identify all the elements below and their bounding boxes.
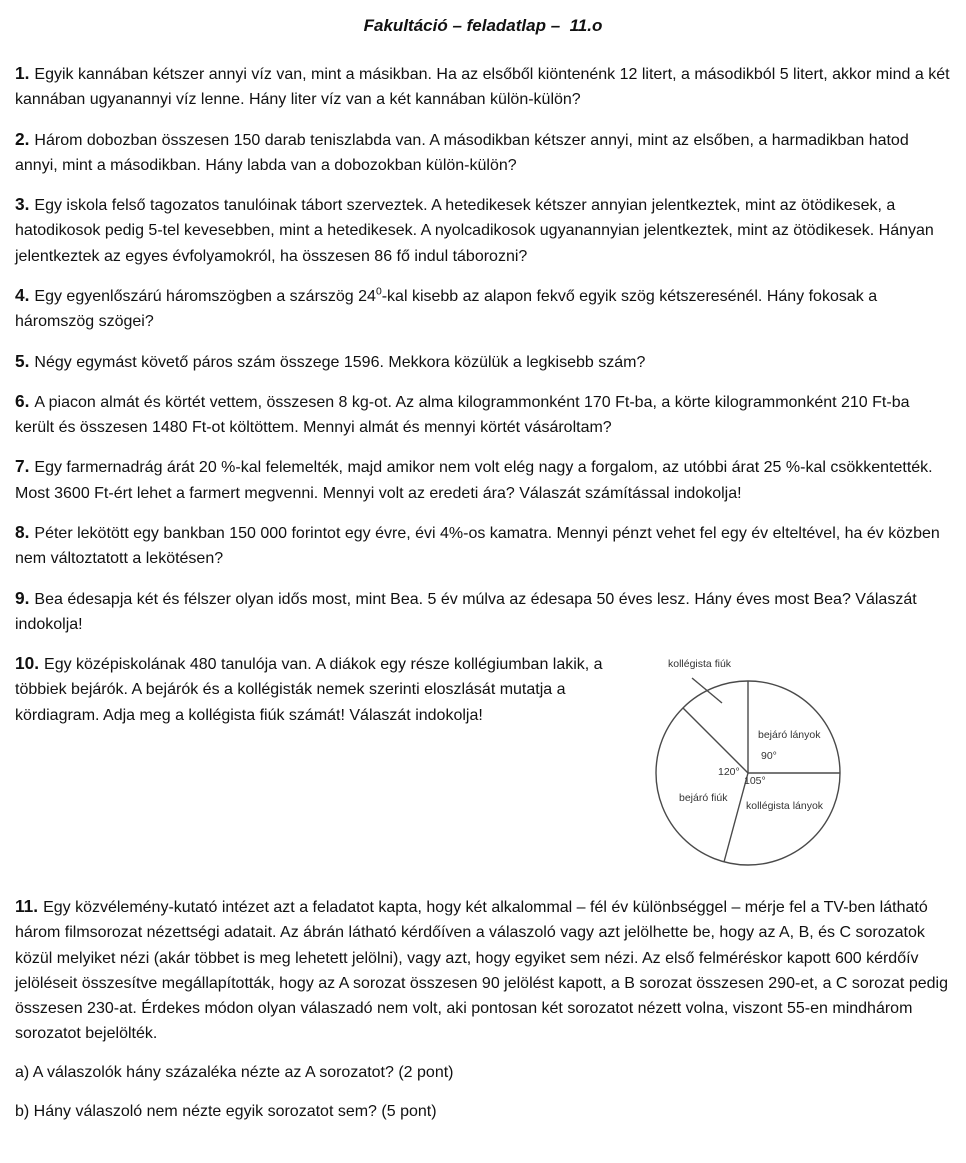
problem-7-text: Egy farmernadrág árát 20 %-kal felemelték, majd amikor nem volt elég nagy a forgalom, az utóbbi árat 25 %-kal csökkentették. Most 3600 Ft-ért lehet a farmert megvenni. Mennyi volt az eredeti ára? Válaszát számítással indokolja! bbox=[15, 459, 933, 502]
problem-6 bbox=[15, 388, 951, 441]
page-title: Fakultáció – feladatlap – 11.o bbox=[363, 16, 603, 35]
problem-4-text-pre: Egy egyenlőszárú háromszögben a szárszög 24 bbox=[34, 287, 376, 305]
sub-question-b: b) Hány válaszoló nem nézte egyik sorozatot sem? (5 pont) bbox=[15, 1102, 437, 1120]
problem-9 bbox=[15, 585, 951, 638]
problem-4 bbox=[15, 282, 951, 335]
problem-11 bbox=[15, 893, 951, 1047]
problem-3 bbox=[15, 191, 951, 269]
problem-10-number: 10. bbox=[15, 653, 40, 674]
problem-1 bbox=[15, 60, 951, 113]
problem-2 bbox=[15, 126, 951, 179]
pie-chart bbox=[625, 650, 951, 873]
problem-4-degree-superscript: 0 bbox=[375, 286, 382, 298]
problem-4-number: 4. bbox=[15, 284, 30, 305]
problem-5-text: Négy egymást követő páros szám összege 1596. Mekkora közülük a legkisebb szám? bbox=[34, 353, 646, 371]
problem-7-number: 7. bbox=[15, 456, 30, 477]
problem-10-text: Egy középiskolának 480 tanulója van. A diákok egy része kollégiumban lakik, a többiek bejárók. A bejárók és a kollégisták nemek szerinti eloszlását mutatja a kördiagram. Adja meg a kollégista fiúk számát! Válaszát indokolja! bbox=[15, 656, 603, 724]
problem-2-text: Három dobozban összesen 150 darab teniszlabda van. A másodikban kétszer annyi, mint az elsőben, a harmadikban hatod annyi, mint a másodikban. Hány labda van a dobozokban külön-külön? bbox=[15, 131, 909, 174]
problem-8 bbox=[15, 519, 951, 572]
problem-7 bbox=[15, 453, 951, 506]
slice-degrees-90: 90° bbox=[761, 750, 777, 763]
problem-6-text: A piacon almát és körtét vettem, összesen 8 kg-ot. Az alma kilogrammonként 170 Ft-ba, a körte kilogrammonként 210 Ft-ba került és összesen 1480 Ft-ot költöttem. Mennyi almát és mennyi körtét vásároltam? bbox=[15, 393, 910, 437]
problem-4-text-post: -kal kisebb az alapon fekvő egyik szög kétszeresénél. Hány fokosak a háromszög szögei? bbox=[15, 287, 878, 331]
slice-label-kollegista-lanyok: kollégista lányok bbox=[746, 800, 824, 813]
problem-9-number: 9. bbox=[15, 587, 30, 608]
problem-1-text: Egyik kannában kétszer annyi víz van, mint a másikban. Ha az elsőből kiöntenénk 12 litert, a másodikból 5 litert, akkor mind a két kannában ugyanannyi víz lenne. Hány liter víz van a két kannában külön-külön? bbox=[15, 66, 950, 109]
slice-label-bejaro-fiuk: bejáró fiúk bbox=[679, 792, 728, 805]
problem-11-number: 11. bbox=[15, 896, 39, 917]
callout-label-kollegista-fiuk: kollégista fiúk bbox=[668, 658, 732, 671]
sub-question-a: a) A válaszolók hány százaléka nézte az A sorozatot? (2 pont) bbox=[15, 1063, 454, 1081]
problem-1-number: 1. bbox=[15, 63, 30, 83]
problem-9-text: Bea édesapja két és félszer olyan idős most, mint Bea. 5 év múlva az édesapa 50 éves lesz. Hány éves most Bea? Válaszát indokolja! bbox=[15, 590, 917, 633]
pie-chart-lines bbox=[656, 678, 840, 865]
problem-10-row bbox=[15, 650, 951, 873]
problem-3-text: Egy iskola felső tagozatos tanulóinak tábort szerveztek. A hetedikesek kétszer annyian jelentkeztek, mint az ötödikesek, a hatodikosok pedig 5-tel kevesebben, mint a hetedikesek. A nyolcadikosok ugyanannyian jelentkeztek, mint az ötödikesek. Hányan jelentkeztek az egyes évfolyamokról, ha összesen 86 fő indul táborozni? bbox=[15, 197, 934, 265]
problem-5-number: 5. bbox=[15, 350, 30, 371]
problem-6-number: 6. bbox=[15, 390, 30, 411]
problem-11-text: Egy közvélemény-kutató intézet azt a feladatot kapta, hogy két alkalommal – fél év különbséggel – mérje fel a TV-ben látható három filmsorozat nézettségi adatait. Az ábrán látható kérdőíven a válaszoló vagy azt jelölhette be, hogy az A, B, és C sorozatok közül melyiket nézi (akár többet is meg lehetett jelölni), vagy azt, hogy egyiket sem nézi. Az első felméréskor kapott 600 kérdőív jelöléseit összesítve megállapították, hogy az A sorozat összesen 90 jelölést kapott, a B sorozat összesen 290-et, a C sorozat pedig összesen 230-at. Érdekes módon olyan válaszadó nem volt, aki pontosan két sorozatot nézett volna, viszont 55-en mindhárom sorozatot bejelölték. bbox=[15, 899, 948, 1043]
problem-5 bbox=[15, 348, 951, 375]
slice-degrees-120: 120° bbox=[718, 766, 740, 779]
problem-8-number: 8. bbox=[15, 521, 30, 542]
problem-3-number: 3. bbox=[15, 194, 30, 215]
slice-degrees-105: 105° bbox=[744, 775, 766, 788]
problem-8-text: Péter lekötött egy bankban 150 000 forintot egy évre, évi 4%-os kamatra. Mennyi pénzt vehet fel egy év elteltével, ha év közben nem változtatott a lekötésen? bbox=[15, 524, 940, 568]
problem-10 bbox=[15, 650, 625, 728]
problem-2-number: 2. bbox=[15, 128, 30, 149]
slice-label-bejaro-lanyok: bejáró lányok bbox=[758, 729, 821, 742]
